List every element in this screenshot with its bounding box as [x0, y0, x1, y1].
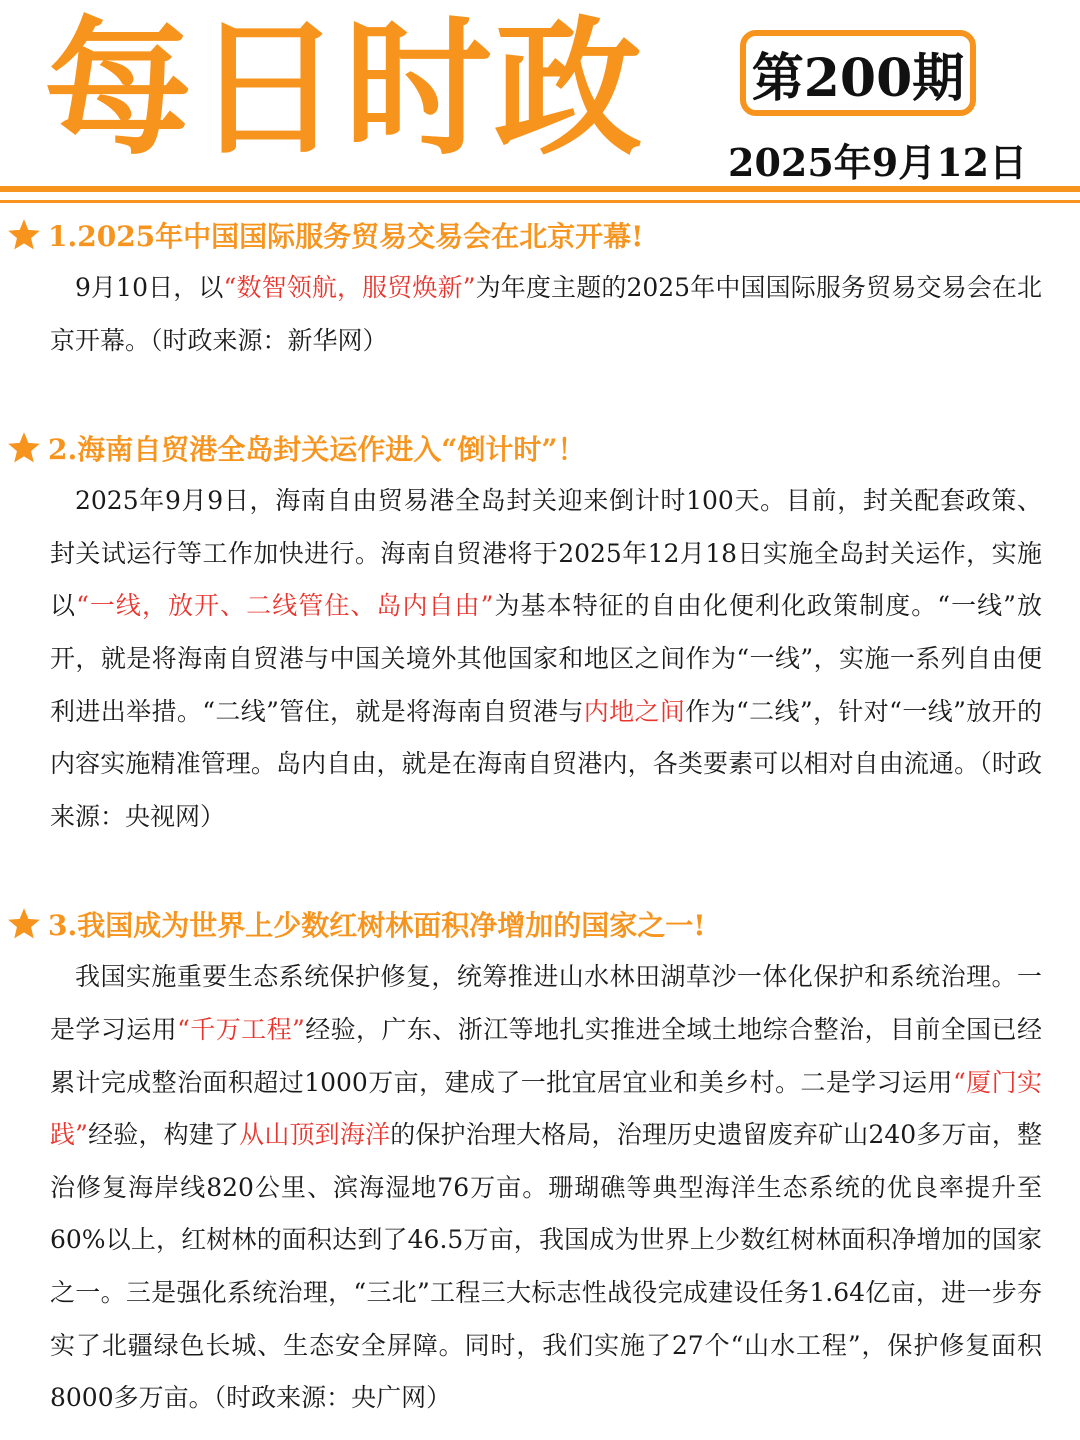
- masthead: [0, 0, 1080, 185]
- highlighted-text: “千万工程”: [177, 1014, 305, 1044]
- news-item-body: [50, 951, 1042, 1424]
- body-text: 经验，广东、浙江等地扎实推进全域土地综合整治，目前全国已经累计完成整治面积超过1000万亩，建成了一批宜居宜业和美乡村。二是学习运用: [50, 1014, 1042, 1097]
- star-icon: [6, 430, 42, 466]
- star-icon: [6, 906, 42, 942]
- highlighted-text: “一线，放开、二线管住、岛内自由”: [76, 591, 494, 621]
- star-icon: [6, 217, 42, 253]
- body-text: 我国实施重要生态系统保护修复，统筹推进山水林田湖草沙一体化保护和系统治理。一是学习运用: [50, 962, 1042, 1044]
- news-item-2: [0, 425, 1080, 843]
- body-text: 作为“二线”，针对“一线”放开的内容实施精准管理。岛内自由，就是在海南自贸港内，各类要素可以相对自由流通。（时政来源：央视网）: [50, 696, 1042, 831]
- highlighted-text: 从山顶到海洋: [239, 1120, 391, 1150]
- news-item-body: [50, 475, 1042, 843]
- body-text: 为基本特征的自由化便利化政策制度。“一线”放开，就是将海南自贸港与中国关境外其他国家和地区之间作为“一线”，实施一系列自由便利进出举措。“二线”管住，就是将海南自贸港与: [50, 591, 1042, 726]
- news-item-title: 3.我国成为世界上少数红树林面积净增加的国家之一!: [48, 909, 706, 943]
- news-item-title: 1.2025年中国国际服务贸易交易会在北京开幕!: [48, 220, 644, 253]
- highlighted-text: “厦门实践”: [50, 1067, 1042, 1150]
- body-text: 的保护治理大格局，治理历史遗留废弃矿山240多万亩，整治修复海岸线820公里、滨海湿地76万亩。珊瑚礁等典型海洋生态系统的优良率提升至60%以上，红树林的面积达到了46.5万亩，我国成为世界上少数红树林面积净增加的国家之一。三是强化系统治理，“三北”工程三大标志性战役完成建设任务1.64亿亩，进一步夯实了北疆绿色长城、生态安全屏障。同时，我们实施了27个“山水工程”，保护修复面积8000多万亩。（时政来源：央广网）: [50, 1120, 1042, 1413]
- body-text: 经验，构建了: [87, 1120, 240, 1150]
- news-item-1: [0, 212, 1080, 367]
- news-item-3: [0, 901, 1080, 1424]
- body-text: 9月10日，以: [75, 273, 224, 302]
- news-item-title-row: [6, 212, 1080, 258]
- news-item-title: 2.海南自贸港全岛封关运作进入“倒计时”！: [48, 433, 586, 467]
- page-title: 每日时政: [44, 1, 644, 175]
- body-text: 2025年9月9日，海南自由贸易港全岛封关迎来倒计时100天。目前，封关配套政策、封关试运行等工作加快进行。海南自贸港将于2025年12月18日实施全岛封关运作，实施以: [50, 486, 1042, 621]
- highlighted-text: “数智领航，服贸焕新”: [223, 273, 476, 302]
- issue-date: 2025年9月12日: [728, 140, 1028, 185]
- news-list: [0, 212, 1080, 1425]
- issue-number-badge: 第200期: [740, 30, 976, 116]
- divider-thick: [0, 186, 1080, 192]
- news-item-body: [50, 262, 1042, 367]
- news-item-title-row: [6, 425, 1080, 471]
- news-item-title-row: [6, 901, 1080, 947]
- highlighted-text: 内地之间: [583, 696, 686, 726]
- body-text: 为年度主题的2025年中国国际服务贸易交易会在北京开幕。（时政来源：新华网）: [50, 273, 1043, 355]
- divider-thin: [0, 200, 1080, 203]
